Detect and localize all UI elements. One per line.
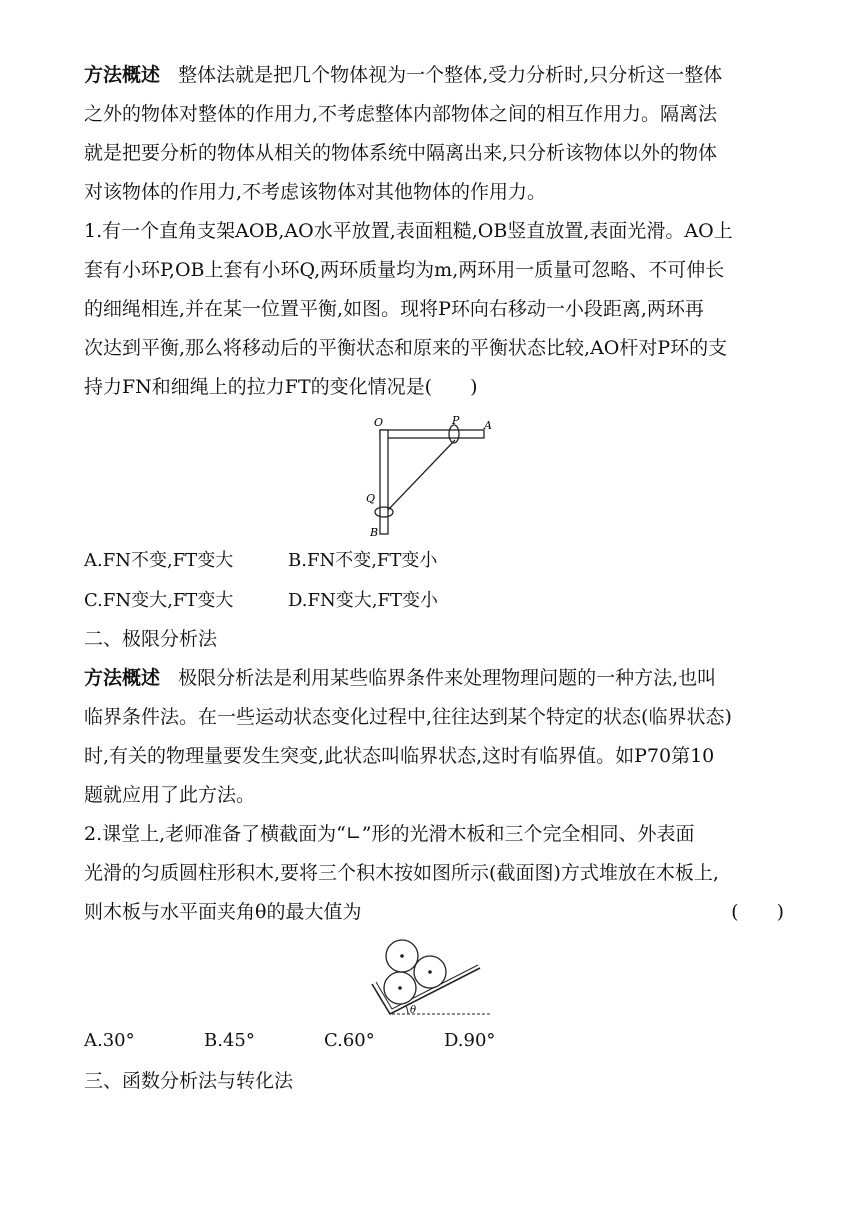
q1-line-3: 的细绳相连,并在某一位置平衡,如图。现将P环向右移动一小段距离,两环再 [84, 298, 704, 320]
method2-line-2: 临界条件法。在一些运动状态变化过程中,往往达到某个特定的状态(临界状态) [84, 706, 732, 728]
q2-line-3 [84, 893, 784, 932]
label-theta: θ [410, 1005, 417, 1016]
rod-ao [380, 430, 484, 438]
method-overview-1 [84, 56, 784, 212]
method1-line-2: 之外的物体对整体的作用力,不考虑整体内部物体之间的相互作用力。隔离法 [84, 103, 718, 125]
question-1 [84, 212, 784, 407]
option-text: 60° [342, 1030, 375, 1051]
theta-arc [406, 1006, 408, 1014]
method1-line-3: 就是把要分析的物体从相关的物体系统中隔离出来,只分析该物体以外的物体 [84, 142, 718, 164]
rod-ob [380, 430, 388, 534]
label-o: O [374, 416, 384, 429]
method1-line-1: 整体法就是把几个物体视为一个整体,受力分析时,只分析这一整体 [178, 64, 723, 86]
section-heading-2: 二、极限分析法 [84, 628, 218, 650]
string-pq [388, 440, 455, 510]
q1-line-4: 次达到平衡,那么将移动后的平衡状态和原来的平衡状态比较,AO杆对P环的支 [84, 337, 728, 359]
cylinders-board-figure [362, 934, 492, 1020]
label-b: B [370, 526, 379, 539]
option-letter: D. [288, 590, 308, 611]
method2-line-1: 极限分析法是利用某些临界条件来处理物理问题的一种方法,也叫 [178, 667, 717, 689]
q1-option-d[interactable] [288, 586, 438, 616]
method-overview-2 [84, 659, 784, 815]
label-a: A [484, 419, 492, 432]
option-letter: A. [84, 550, 103, 571]
q2-option-d[interactable] [444, 1026, 495, 1056]
option-letter: B. [288, 550, 307, 571]
section-heading-3: 三、函数分析法与转化法 [84, 1070, 294, 1092]
option-letter: C. [84, 590, 103, 611]
option-text: 45° [222, 1030, 255, 1051]
q2-line-3-text: 则木板与水平面夹角θ的最大值为 [84, 901, 362, 923]
q2-option-c[interactable] [324, 1026, 375, 1056]
method-label-1: 方法概述 [84, 64, 161, 86]
option-text: 90° [463, 1030, 496, 1051]
answer-bracket: ( ) [731, 901, 784, 923]
label-p: P [452, 414, 460, 427]
option-text: FN不变,FT变小 [306, 550, 438, 571]
question-2 [84, 815, 784, 932]
option-letter: D. [444, 1030, 464, 1051]
q2-line-1: 2.课堂上,老师准备了横截面为“∟”形的光滑木板和三个完全相同、外表面 [84, 823, 695, 845]
q1-option-c[interactable] [84, 586, 233, 616]
q2-option-b[interactable] [204, 1026, 255, 1056]
bracket-rings-figure [360, 412, 500, 540]
q1-line-5: 持力FN和细绳上的拉力FT的变化情况是( ) [84, 376, 478, 398]
option-text: FN不变,FT变大 [102, 550, 234, 571]
method-label-2: 方法概述 [84, 667, 161, 689]
option-letter: B. [204, 1030, 223, 1051]
option-text: FN变大,FT变小 [307, 590, 438, 611]
q1-option-a[interactable] [84, 546, 233, 576]
option-letter: A. [84, 1030, 103, 1051]
q1-line-2: 套有小环P,OB上套有小环Q,两环质量均为m,两环用一质量可忽略、不可伸长 [84, 259, 725, 281]
method2-line-4: 题就应用了此方法。 [84, 784, 256, 806]
method1-line-4: 对该物体的作用力,不考虑该物体对其他物体的作用力。 [84, 181, 547, 203]
q2-line-2: 光滑的匀质圆柱形积木,要将三个积木按如图所示(截面图)方式堆放在木板上, [84, 862, 719, 884]
method2-line-3: 时,有关的物理量要发生突变,此状态叫临界状态,这时有临界值。如P70第10 [84, 745, 715, 767]
q1-option-b[interactable] [288, 546, 437, 576]
q2-option-a[interactable] [84, 1026, 135, 1056]
option-text: 30° [102, 1030, 135, 1051]
option-text: FN变大,FT变大 [102, 590, 234, 611]
option-letter: C. [324, 1030, 343, 1051]
label-q: Q [366, 492, 376, 505]
q1-line-1: 1.有一个直角支架AOB,AO水平放置,表面粗糙,OB竖直放置,表面光滑。AO上 [84, 220, 733, 242]
